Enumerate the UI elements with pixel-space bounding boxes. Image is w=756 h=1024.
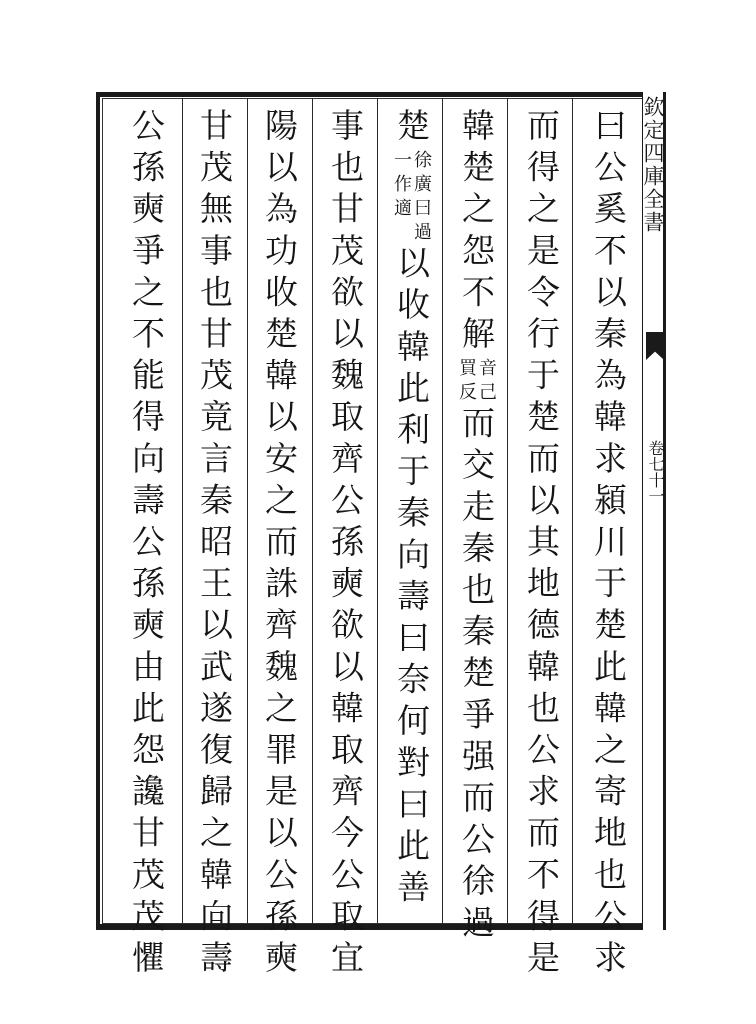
text-column-4	[391, 108, 431, 911]
main-text: 公孫奭爭之不能得向壽公孫奭由此怨讒甘茂茂懼	[127, 108, 166, 982]
text-column-2	[521, 108, 561, 982]
text-column-7	[194, 108, 234, 982]
main-text: 而交走秦也秦楚爭强而公徐過	[457, 405, 496, 947]
column-rule	[442, 98, 443, 924]
text-column-6	[259, 108, 299, 982]
annotation-line: 音己	[476, 357, 497, 406]
margin-title: 欽定四庫全書	[641, 96, 665, 234]
annotation-line: 買反	[456, 357, 477, 406]
main-text: 韓楚之怨不解	[457, 108, 496, 358]
text-column-3	[456, 108, 496, 946]
main-text: 以收韓此利于秦向壽曰奈何對曰此善	[392, 245, 431, 912]
column-rule	[507, 98, 508, 924]
annotation-line: 徐廣曰過	[411, 149, 432, 246]
column-rule	[247, 98, 248, 924]
main-text: 曰公奚不以秦為韓求潁川于楚此韓之寄地也公求	[589, 108, 628, 982]
column-rule	[572, 98, 573, 924]
text-column-5	[325, 108, 365, 982]
column-rule	[312, 98, 313, 924]
page-frame-inner	[102, 98, 642, 924]
text-column-8	[126, 108, 166, 982]
volume-label: 卷七十一	[646, 440, 665, 504]
column-rule	[377, 98, 378, 924]
column-rule	[182, 98, 183, 924]
main-text: 而得之是令行于楚而以其地德韓也公求而不得是	[522, 108, 561, 982]
main-text: 陽以為功收楚韓以安之而誅齊魏之罪是以公孫奭	[260, 108, 299, 982]
main-text: 甘茂無事也甘茂竟言秦昭王以武遂復歸之韓向壽	[195, 108, 234, 982]
annotation-note	[456, 358, 496, 406]
annotation-line: 一作適	[391, 149, 412, 222]
annotation-note	[391, 150, 431, 246]
main-text: 事也甘茂欲以魏取齊公孫奭欲以韓取齊今公取宜	[326, 108, 365, 982]
text-column-1	[588, 108, 628, 982]
main-text: 楚	[392, 108, 431, 150]
